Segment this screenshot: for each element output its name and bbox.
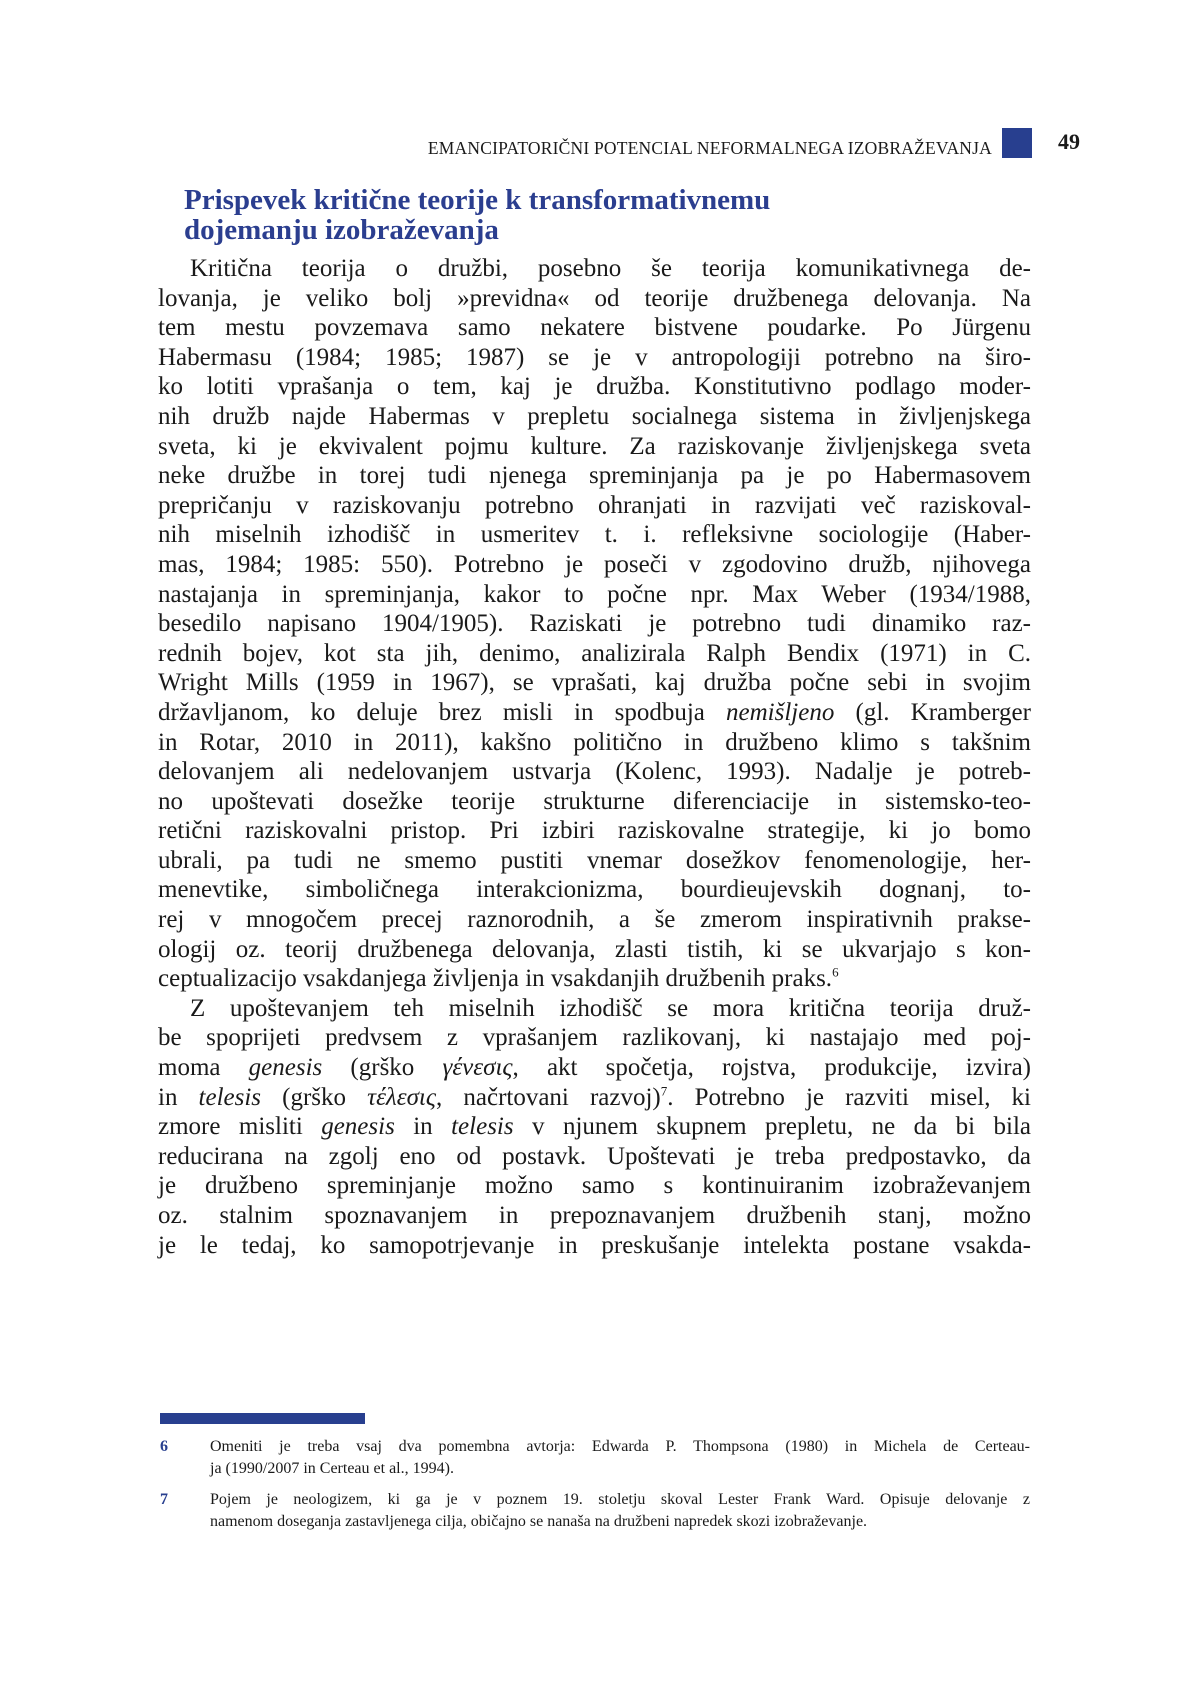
footnote-line: namenom doseganja zastavljenega cilja, običajno se nanaša na družbeni napredek skozi izobraževanje. — [210, 1513, 868, 1530]
page-number: 49 — [1058, 129, 1080, 154]
text-line: menevtike, simboličnega interakcionizma, bourdieujevskih dognanj, to- — [158, 876, 1031, 904]
text-span: , načrtovani razvoj) — [436, 1083, 661, 1111]
text-line: rej v mnogočem precej raznorodnih, a še zmerom inspirativnih prakse- — [158, 906, 1031, 934]
text-line: delovanjem ali nedelovanjem ustvarja (Kolenc, 1993). Nadalje je potreb- — [158, 758, 1031, 786]
footnote-line: Omeniti je treba vsaj dva pomembna avtorja: Edwarda P. Thompsona (1980) in Michela de Certeau- — [210, 1438, 1030, 1455]
footnote-ref-7[interactable]: 7 — [660, 1083, 668, 1099]
footnote-number: 6 — [160, 1438, 168, 1455]
text-span: . Potrebno je razviti misel, ki — [667, 1083, 1032, 1111]
text-line: ko lotiti vprašanja o tem, kaj je družba. Konstitutivno podlago moder- — [158, 373, 1031, 401]
text-line: sveta, ki je ekvivalent pojmu kulture. Za raziskovanje življenjskega sveta — [158, 432, 1031, 460]
footnote-text — [210, 1436, 1030, 1480]
footnote-6 — [160, 1436, 1030, 1480]
paragraph-2 — [158, 994, 1031, 1260]
running-title: EMANCIPATORIČNI POTENCIAL NEFORMALNEGA IZOBRAŽEVANJA — [427, 137, 992, 158]
text-span: ceptualizacijo vsakdanjega življenja in vsakdanjih družbenih praks. — [158, 965, 833, 993]
italic-term: genesis — [248, 1054, 323, 1082]
footnote-number: 7 — [160, 1491, 168, 1508]
text-line: besedilo napisano 1904/1905). Raziskati je potrebno tudi dinamiko raz- — [158, 610, 1031, 638]
italic-term: telesis — [451, 1113, 514, 1141]
text-line: in Rotar, 2010 in 2011), kakšno politično in družbeno klimo s takšnim — [158, 728, 1031, 756]
text-line: reducirana na zgolj eno od postavk. Upoštevati je treba predpostavko, da — [158, 1142, 1031, 1170]
text-span: (grško — [322, 1054, 443, 1082]
text-line — [158, 1112, 1031, 1142]
text-line: ubrali, pa tudi ne smemo pustiti vnemar dosežkov fenomenologije, her- — [158, 846, 1031, 874]
greek-term: γένεσις — [442, 1054, 513, 1082]
text-line: retični raziskovalni pristop. Pri izbiri raziskovalne strategije, ki jo bomo — [158, 817, 1031, 845]
text-line: tem mestu povzemava samo nekatere bistvene poudarke. Po Jürgenu — [158, 314, 1031, 342]
text-line: no upoštevati dosežke teorije strukturne diferenciacije in sistemsko-teo- — [158, 787, 1031, 815]
running-header — [428, 128, 1032, 158]
text-line: rednih bojev, kot sta jih, denimo, analizirala Ralph Bendix (1971) in C. — [158, 639, 1031, 667]
text-span: moma — [158, 1054, 249, 1082]
text-line: neke družbe in torej tudi njenega spreminjanja pa je po Habermasovem — [158, 462, 1031, 490]
text-line: mas, 1984; 1985: 550). Potrebno je poseči v zgodovino družb, njihovega — [158, 550, 1031, 578]
text-span: v njunem skupnem prepletu, ne da bi bila — [513, 1113, 1031, 1141]
footnote-ref-6[interactable]: 6 — [832, 964, 839, 980]
text-line: be spoprijeti predvsem z vprašanjem razlikovanj, ki nastajajo med poj- — [158, 1024, 1031, 1052]
text-span: zmore misliti — [158, 1113, 322, 1141]
text-span: državljanom, ko deluje brez misli in spodbuja — [158, 698, 727, 726]
body-text — [158, 254, 1031, 1260]
text-line: je družbeno spreminjanje možno samo s kontinuiranim izobraževanjem — [158, 1172, 1031, 1200]
text-line — [158, 1053, 1031, 1083]
heading-line-1: Prispevek kritične teorije k transformativnemu — [184, 184, 771, 216]
text-line: prepričanju v raziskovanju potrebno ohranjati in razvijati več raziskoval- — [158, 491, 1031, 519]
text-line: ologij oz. teorij družbenega delovanja, zlasti tistih, ki se ukvarjajo s kon- — [158, 935, 1031, 963]
footnotes — [160, 1436, 1030, 1542]
text-span: (grško — [261, 1083, 368, 1111]
footnote-line: Pojem je neologizem, ki ga je v poznem 19. stoletju skoval Lester Frank Ward. Opisuje delovanje z — [210, 1491, 1030, 1508]
paragraph-1 — [158, 254, 1031, 994]
footnote-line: ja (1990/2007 in Certeau et al., 1994). — [210, 1460, 454, 1477]
footnote-text — [210, 1489, 1030, 1533]
text-line: Z upoštevanjem teh miselnih izhodišč se mora kritična teorija druž- — [190, 994, 1031, 1022]
heading-line-2: dojemanju izobraževanja — [184, 214, 499, 246]
text-line — [158, 964, 1031, 994]
text-line: nih miselnih izhodišč in usmeritev t. i. refleksivne sociologije (Haber- — [158, 521, 1031, 549]
text-line: lovanja, je veliko bolj »previdna« od teorije družbenega delovanja. Na — [158, 284, 1031, 312]
text-line: Habermasu (1984; 1985; 1987) se je v antropologiji potrebno na širo- — [158, 343, 1031, 371]
text-span: in — [158, 1083, 199, 1111]
text-line: oz. stalnim spoznavanjem in prepoznavanjem družbenih stanj, možno — [158, 1202, 1031, 1229]
text-span: , akt spočetja, rojstva, produkcije, izvira) — [512, 1054, 1031, 1082]
text-line — [158, 1083, 1031, 1113]
text-line: Kritična teorija o družbi, posebno še teorija komunikativnega de- — [190, 255, 1031, 282]
greek-term: τέλεσις — [367, 1083, 437, 1111]
text-line — [158, 698, 1031, 728]
text-line: nih družb najde Habermas v prepletu socialnega sistema in življenjskega — [158, 402, 1031, 430]
footnote-separator — [160, 1413, 365, 1424]
text-span: (gl. Kramberger — [834, 698, 1031, 726]
italic-term: nemišljeno — [726, 698, 835, 726]
text-line: je le tedaj, ko samopotrjevanje in preskušanje intelekta postane vsakda- — [158, 1231, 1031, 1259]
text-line: Wright Mills (1959 in 1967), se vprašati, kaj družba počne sebi in svojim — [158, 669, 1031, 697]
italic-term: telesis — [198, 1083, 262, 1111]
section-heading — [184, 185, 944, 245]
header-accent-square — [1002, 128, 1032, 158]
text-line: nastajanja in spreminjanja, kakor to počne npr. Max Weber (1934/1988, — [158, 580, 1031, 608]
text-span: in — [394, 1113, 452, 1141]
footnote-7 — [160, 1489, 1030, 1533]
italic-term: genesis — [321, 1113, 395, 1141]
